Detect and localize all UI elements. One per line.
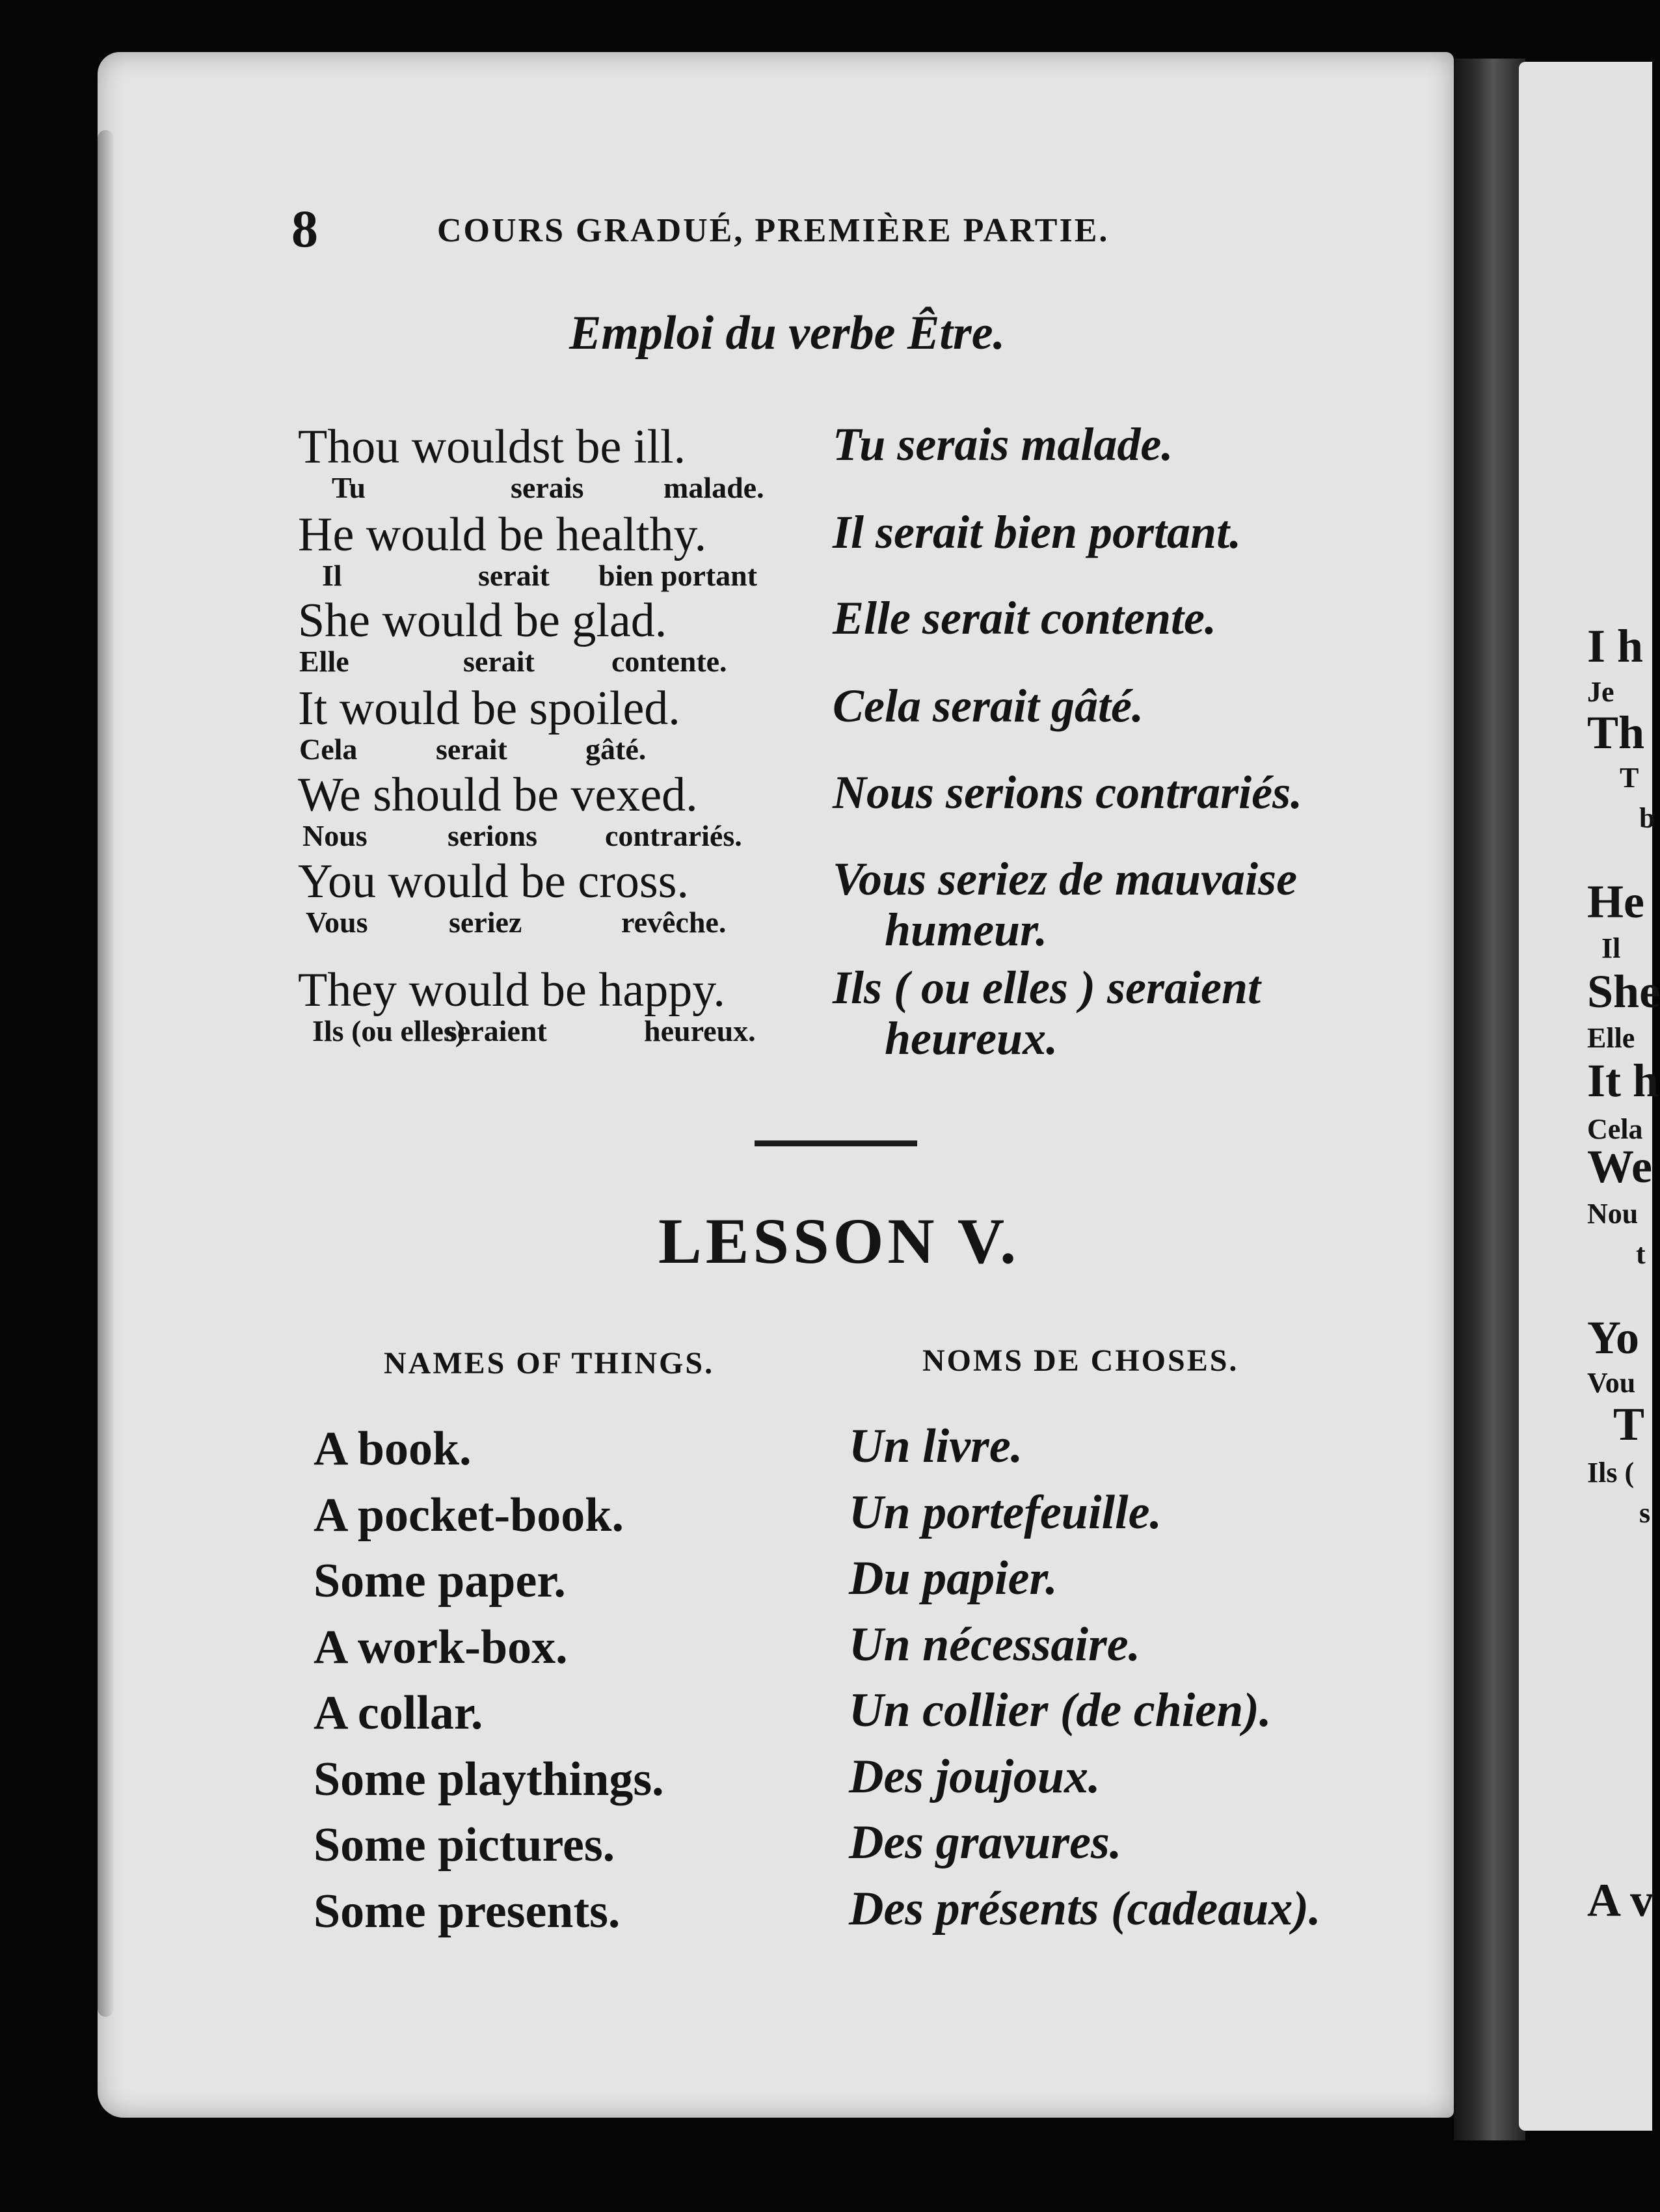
sentence-french: Ils ( ou elles ) seraient (833, 962, 1261, 1014)
next-page-fragment: Elle (1587, 1022, 1635, 1054)
sentence-french: Elle serait contente. (833, 592, 1216, 644)
next-page-fragment: s (1639, 1497, 1651, 1529)
vocab-french: Un livre. (849, 1420, 1023, 1473)
page-edge-shadow (98, 130, 114, 2017)
sentence-french: heureux. (885, 1012, 1058, 1064)
vocab-french: Un nécessaire. (849, 1617, 1141, 1671)
vocab-french: Un collier (de chien). (849, 1684, 1272, 1737)
sentence-gloss-word: serais (511, 471, 584, 504)
next-page-fragment: Yo (1587, 1312, 1640, 1364)
sentence-gloss-word: seriez (449, 906, 522, 939)
sentence-english: We should be vexed. (298, 768, 698, 822)
vocab-english: Some pictures. (314, 1818, 615, 1872)
next-page-fragment: T (1613, 1398, 1645, 1450)
sentence-gloss-word: serait (436, 733, 507, 766)
next-page-fragment: Je (1587, 676, 1614, 708)
vocab-french: Des présents (cadeaux). (849, 1882, 1321, 1936)
sentence-gloss-word: serait (463, 645, 535, 678)
sentence-gloss-word: Cela (299, 733, 358, 766)
sentence-gloss-word: heureux. (644, 1014, 756, 1047)
sentence-gloss-word: malade. (663, 471, 764, 504)
next-page-fragment: Ils ( (1587, 1457, 1635, 1489)
vocab-french: Du papier. (849, 1552, 1058, 1605)
vocab-french: Des joujoux. (849, 1749, 1101, 1803)
sentence-english: They would be happy. (298, 964, 725, 1017)
sentence-english: It would be spoiled. (298, 682, 680, 735)
sentence-gloss-word: contrariés. (605, 819, 742, 852)
book-gutter (1454, 59, 1525, 2140)
lesson-title: LESSON V. (658, 1205, 1021, 1277)
page-number: 8 (291, 199, 318, 258)
sentence-gloss-word: Vous (306, 906, 368, 939)
sentence-english: You would be cross. (298, 855, 689, 908)
sentence-french: Tu serais malade. (833, 418, 1173, 470)
next-page-fragment: b (1639, 802, 1655, 834)
sentence-gloss-word: bien portant (598, 559, 758, 592)
section-title: Emploi du verbe Être. (569, 306, 1006, 360)
vocab-french: Un portefeuille. (849, 1485, 1162, 1539)
sentence-gloss-word: revêche. (621, 906, 727, 939)
next-page-fragment: Th (1587, 707, 1645, 759)
next-page-fragment: Nou (1587, 1198, 1639, 1230)
next-page-fragment: T (1620, 762, 1639, 794)
running-head: COURS GRADUÉ, PREMIÈRE PARTIE. (437, 212, 1110, 249)
sentence-french: Vous seriez de mauvaise (833, 853, 1298, 905)
next-page-fragment: A v (1587, 1874, 1654, 1926)
vocab-english: A pocket-book. (314, 1488, 624, 1542)
vocab-french: Des gravures. (849, 1816, 1122, 1869)
sentence-gloss-word: Ils (ou elles) (312, 1014, 466, 1047)
sentence-gloss-word: contente. (611, 645, 727, 678)
vocab-english: Some playthings. (314, 1752, 664, 1806)
column-heading-english: NAMES OF THINGS. (384, 1346, 715, 1381)
column-heading-french: NOMS DE CHOSES. (922, 1343, 1239, 1378)
sentence-english: He would be healthy. (298, 508, 707, 561)
next-page-fragment: We (1587, 1140, 1652, 1193)
sentence-gloss-word: Nous (302, 819, 368, 852)
sentence-english: She would be glad. (298, 594, 667, 647)
sentence-gloss-word: Tu (332, 471, 366, 504)
sentence-french: Nous serions contrariés. (833, 766, 1303, 818)
sentence-gloss-word: Elle (299, 645, 349, 678)
vocab-english: Some presents. (314, 1884, 621, 1938)
next-page-fragment: I h (1587, 620, 1644, 672)
sentence-english: Thou wouldst be ill. (298, 420, 686, 474)
next-page-fragment: Il (1601, 932, 1621, 964)
sentence-french: Il serait bien portant. (833, 506, 1242, 558)
next-page-fragment: Vou (1587, 1367, 1636, 1399)
next-page-fragment: Cela (1587, 1113, 1643, 1145)
vocab-english: A book. (314, 1422, 472, 1476)
section-divider (755, 1140, 917, 1146)
next-page-fragment: He (1587, 876, 1644, 928)
sentence-french: humeur. (885, 904, 1048, 956)
next-page-fragment: She (1587, 965, 1660, 1018)
vocab-english: Some paper. (314, 1554, 566, 1608)
sentence-gloss-word: gâté. (585, 733, 647, 766)
sentence-french: Cela serait gâté. (833, 680, 1144, 732)
sentence-gloss-word: seraient (446, 1014, 547, 1047)
vocab-english: A collar. (314, 1686, 483, 1740)
next-page-fragment: It h (1587, 1055, 1659, 1107)
sentence-gloss-word: serions (448, 819, 537, 852)
left-page (98, 52, 1454, 2118)
sentence-gloss-word: serait (478, 559, 550, 592)
next-page-fragment: t (1636, 1238, 1646, 1270)
sentence-gloss-word: Il (322, 559, 342, 592)
vocab-english: A work-box. (314, 1620, 568, 1674)
